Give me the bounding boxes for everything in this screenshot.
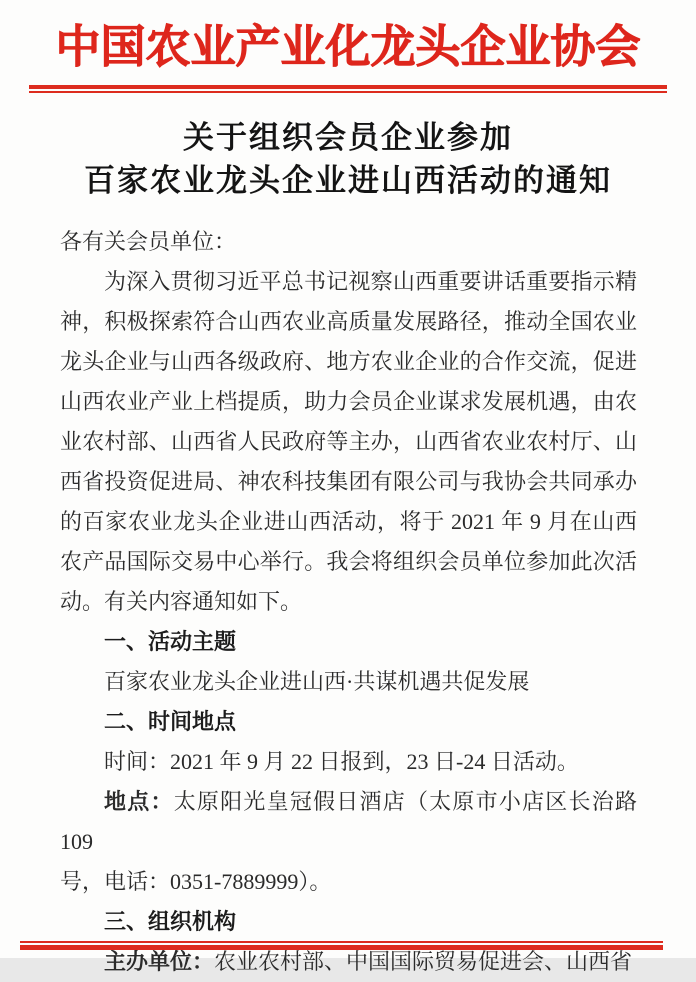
section1-theme: 百家农业龙头企业进山西·共谋机遇共促发展 bbox=[104, 669, 530, 694]
time-line bbox=[60, 742, 637, 782]
place-line1 bbox=[60, 782, 637, 862]
letterhead-org-name: 中国农业产业化龙头企业协会 bbox=[55, 22, 641, 72]
organizer-value: 农业农村部、中国国际贸易促进会、山西省 bbox=[214, 949, 633, 974]
intro-paragraph: 为深入贯彻习近平总书记视察山西重要讲话重要指示精神，积极探索符合山西农业高质量发展路径，推动全国农业龙头企业与山西各级政府、地方农业企业的合作交流，促进山西农业产业上档提质，助力会员企业谋求发展机遇，由农业农村部、山西省人民政府等主办，山西省农业农村厅、山西省投资促进局、神农科技集团有限公司与我协会共同承办的百家农业龙头企业进山西活动，将于 2021 年 9 月在山西农产品国际交易中心举行。我会将组织会员单位参加此次活动。有关内容通知如下。 bbox=[60, 269, 637, 614]
letterhead-divider bbox=[29, 85, 667, 93]
place-line2: 号，电话：0351-7889999）。 bbox=[60, 869, 332, 894]
section3-heading: 三、组织机构 bbox=[104, 909, 237, 934]
salutation: 各有关会员单位： bbox=[60, 229, 237, 254]
section2-heading: 二、时间地点 bbox=[104, 709, 237, 734]
document-title-line2: 百家农业龙头企业进山西活动的通知 bbox=[84, 163, 612, 198]
document-title-line1: 关于组织会员企业参加 bbox=[183, 120, 513, 155]
place-label: 地点： bbox=[104, 789, 174, 814]
section1-heading: 一、活动主题 bbox=[104, 629, 237, 654]
document-body bbox=[60, 222, 637, 982]
page-bottom-divider bbox=[20, 941, 663, 950]
organizer-label: 主办单位： bbox=[104, 949, 215, 974]
time-label: 时间： bbox=[104, 749, 171, 774]
document-title bbox=[0, 116, 696, 202]
place-value-line1: 太原阳光皇冠假日酒店（太原市小店区长治路 109 bbox=[60, 789, 637, 854]
time-value: 2021 年 9 月 22 日报到，23 日-24 日活动。 bbox=[170, 749, 579, 774]
